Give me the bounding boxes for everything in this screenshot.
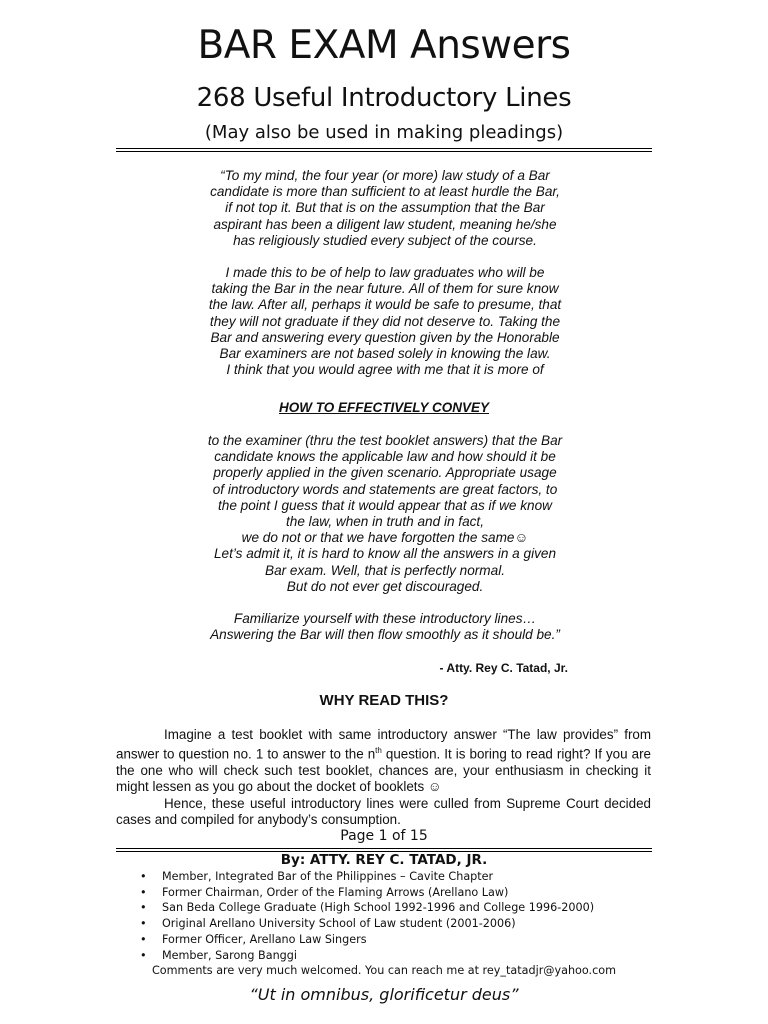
why-read-body — [116, 727, 651, 828]
quote-line: of introductory words and statements are great factors, to — [212, 481, 558, 497]
quote-line: candidate is more than sufficient to at least hurdle the Bar, — [210, 184, 560, 200]
intro-quote — [150, 168, 620, 378]
credential-item: • Original Arellano University School of Law student (2001-2006) — [140, 917, 516, 931]
quote-line: the law. After all, perhaps it would be safe to presume, that — [208, 297, 562, 313]
quote-line: But do not ever get discouraged. — [286, 578, 484, 594]
quote-line: I made this to be of help to law graduates who will be — [225, 265, 545, 281]
credential-item: • Member, Sarong Banggi — [140, 948, 297, 962]
bullet-icon: • — [140, 870, 147, 883]
quote-line: I think that you would agree with me that it is more of — [226, 362, 544, 378]
quote-attribution: - Atty. Rey C. Tatad, Jr. — [439, 661, 568, 675]
bullet-icon: • — [140, 932, 147, 946]
author-credentials — [140, 869, 594, 963]
page-number: Page 1 of 15 — [340, 828, 428, 844]
quote-line: we do not or that we have forgotten the same☺ — [241, 530, 529, 546]
quote-line: Familiarize yourself with these introductory lines… — [233, 611, 537, 627]
quote-line: Bar and answering every question given by the Honorable — [210, 329, 560, 345]
why-paragraph-2: Hence, these useful introductory lines were culled from Supreme Court decided cases and compiled for anybody’s consumption. — [116, 795, 651, 827]
quote-line: candidate knows the applicable law and how should it be — [214, 449, 556, 465]
bullet-icon: • — [140, 917, 147, 931]
quote-line: taking the Bar in the near future. All of them for sure know — [211, 281, 559, 297]
credential-item: • San Beda College Graduate (High School 1992-1996 and College 1996-2000) — [140, 901, 595, 915]
document-subnote: (May also be used in making pleadings) — [204, 122, 564, 143]
how-to-heading: HOW TO EFFECTIVELY CONVEY — [278, 400, 490, 415]
closing-motto: “Ut in omnibus, glorificetur deus” — [249, 985, 519, 1004]
quote-line: Answering the Bar will then flow smoothly as it should be.” — [210, 627, 560, 643]
top-double-rule — [116, 148, 652, 152]
quote-line: Bar exam. Well, that is perfectly normal. — [265, 562, 505, 578]
author-byline: By: ATTY. REY C. TATAD, JR. — [280, 852, 488, 868]
comments-note: Comments are very much welcomed. You can reach me at rey_tatadjr@yahoo.com — [152, 964, 616, 977]
quote-line: has religiously studied every subject of the course. — [233, 232, 537, 248]
bullet-icon: • — [140, 948, 147, 962]
quote-line: to the examiner (thru the test booklet answers) that the Bar — [207, 433, 563, 448]
why-read-heading: WHY READ THIS? — [319, 692, 449, 709]
quote-line: Bar examiners are not based solely in knowing the law. — [219, 346, 551, 362]
intro-quote-continued — [150, 433, 620, 643]
credential-item: • Member, Integrated Bar of the Philippines – Cavite Chapter — [140, 870, 494, 883]
credential-item: • Former Chairman, Order of the Flaming Arrows (Arellano Law) — [140, 885, 509, 899]
quote-line: the point I guess that it would appear that as if we know — [217, 497, 552, 513]
quote-line: properly applied in the given scenario. Appropriate usage — [213, 465, 557, 481]
document-subtitle: 268 Useful Introductory Lines — [196, 83, 572, 113]
quote-line: the law, when in truth and in fact, — [286, 514, 484, 530]
why-paragraph-1: Imagine a test booklet with same introductory answer “The law provides” from answer to question no. 1 to answer to the $n^{th}$ question. It is boring to read right? If you are the one who will check such test booklet, chances are, your enthusiasm in checking it might lessen as you go about the docket of booklets ☺ — [116, 727, 651, 795]
bullet-icon: • — [140, 885, 147, 899]
bullet-icon: • — [140, 901, 147, 915]
quote-line: Let’s admit it, it is hard to know all the answers in a given — [213, 546, 557, 562]
credential-item: • Former Officer, Arellano Law Singers — [140, 932, 367, 946]
document-title: BAR EXAM Answers — [197, 23, 571, 68]
quote-line: aspirant has been a diligent law student, meaning he/she — [213, 216, 557, 232]
quote-line: if not top it. But that is on the assumption that the Bar — [225, 200, 545, 216]
quote-line: they will not graduate if they did not deserve to. Taking the — [209, 313, 561, 329]
quote-line: “To my mind, the four year (or more) law study of a Bar — [220, 168, 550, 183]
